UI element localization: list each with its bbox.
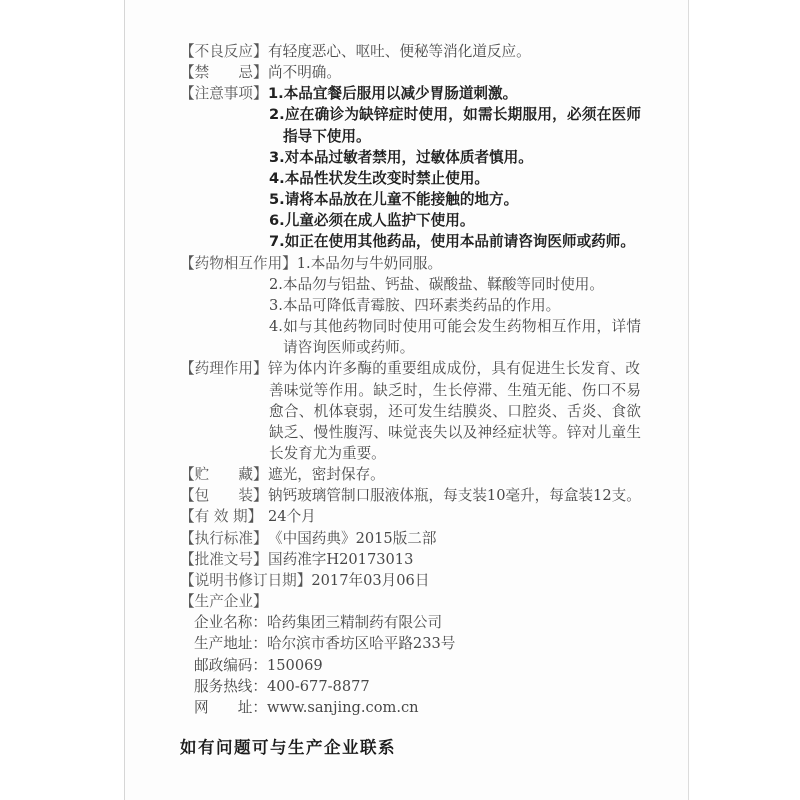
pharmacology-line-2: 善味觉等作用。缺乏时，生长停滞、生殖无能、伤口不易 [269,381,641,399]
precaution-item-4-row [0,168,800,189]
packaging-row [0,485,800,506]
pharmacology-line-5: 长发育尤为重要。 [269,444,386,462]
interaction-item-4: 4.如与其他药物同时使用可能会发生药物相互作用，详情 [269,318,641,336]
contraindications-label: 【禁 忌】 [180,64,268,82]
pharmacology-line-3-row [0,401,800,422]
manufacturer-label: 【生产企业】 [180,593,268,611]
shelf-life-text: 24个月 [268,508,316,526]
interactions-row [0,253,800,274]
manufacturer-field-website [0,697,800,718]
manufacturer-field-key: 服务热线： [194,677,267,695]
pharmacology-line-3: 愈合、机体衰弱，还可发生结膜炎、口腔炎、舌炎、食欲 [269,402,641,420]
pharmacology-line-4-row [0,422,800,443]
manufacturer-field-value: 150069 [266,656,323,674]
pharmacology-line-2-row [0,380,800,401]
manufacturer-field-address [0,633,800,654]
revision-date-label: 【说明书修订日期】 [180,571,312,589]
interaction-item-2: 2.本品勿与铝盐、钙盐、碳酸盐、鞣酸等同时使用。 [269,275,604,293]
manufacturer-row [0,591,800,612]
contact-manufacturer-note: 如有问题可与生产企业联系 [180,738,396,757]
approval-number-text: 国药准字H20173013 [268,550,414,568]
storage-row [0,464,800,485]
shelf-life-row [0,506,800,527]
precaution-item-6-row [0,210,800,231]
standard-text: 《中国药典》2015版二部 [268,529,437,547]
interaction-item-4-cont-row [0,337,800,358]
revision-date-text: 2017年03月06日 [311,571,430,589]
shelf-life-label: 【有 效 期】 [180,508,263,526]
approval-number-label: 【批准文号】 [180,550,268,568]
precaution-item-1: 1.本品宜餐后服用以减少胃肠道刺激。 [268,85,518,103]
precaution-item-4: 4.本品性状发生改变时禁止使用。 [269,169,490,187]
packaging-label: 【包 装】 [180,487,268,505]
manufacturer-field-name [0,612,800,633]
standard-row [0,528,800,549]
storage-label: 【贮 藏】 [180,466,268,484]
precaution-item-5-row [0,189,800,210]
approval-number-row [0,549,800,570]
interaction-item-4-row [0,316,800,337]
interaction-item-1: 1.本品勿与牛奶同服。 [296,254,443,272]
package-insert-body [0,41,800,718]
manufacturer-field-key: 生产地址： [194,635,267,653]
manufacturer-field-key: 邮政编码： [194,656,267,674]
contraindications-row [0,62,800,83]
packaging-text: 钠钙玻璃管制口服液体瓶，每支装10毫升，每盒装12支。 [268,487,641,505]
pharmacology-line-1: 锌为体内许多酶的重要组成成份，具有促进生长发育、改 [268,360,640,378]
precaution-item-2-cont-row [0,126,800,147]
manufacturer-field-value: 哈尔滨市香坊区哈平路233号 [266,635,456,653]
pharmacology-line-4: 缺乏、慢性腹泻、味觉丧失以及神经症状等。锌对儿童生 [269,423,641,441]
precautions-label: 【注意事项】 [180,85,268,103]
adverse-reactions-label: 【不良反应】 [180,43,268,60]
precautions-row [0,83,800,104]
precaution-item-3: 3.对本品过敏者禁用，过敏体质者慎用。 [269,148,533,166]
standard-label: 【执行标准】 [180,529,268,547]
revision-date-row [0,570,800,591]
manufacturer-field-value: 400-677-8877 [266,677,370,695]
manufacturer-field-postcode [0,655,800,676]
pharmacology-row [0,358,800,379]
interaction-item-3-row [0,295,800,316]
manufacturer-field-key: 企业名称： [194,614,267,632]
adverse-reactions-row [0,41,800,62]
contraindications-text: 尚不明确。 [268,64,341,82]
precaution-item-2: 2.应在确诊为缺锌症时使用，如需长期服用，必须在医师 [269,106,641,124]
precaution-item-7: 7.如正在使用其他药品，使用本品前请咨询医师或药师。 [269,233,635,251]
precaution-item-2-row [0,104,800,125]
interaction-item-4-cont: 请咨询医师或药师。 [283,339,415,357]
adverse-reactions-text: 有轻度恶心、呕吐、便秘等消化道反应。 [268,43,531,60]
manufacturer-field-hotline [0,676,800,697]
precaution-item-6: 6.儿童必须在成人监护下使用。 [269,212,475,230]
interactions-label: 【药物相互作用】 [180,254,297,272]
pharmacology-label: 【药理作用】 [180,360,268,378]
interaction-item-3: 3.本品可降低青霉胺、四环素类药品的作用。 [269,296,561,314]
interaction-item-2-row [0,274,800,295]
manufacturer-field-value: 哈药集团三精制药有限公司 [266,614,443,632]
precaution-item-2-cont: 指导下使用。 [283,127,371,145]
manufacturer-field-value: www.sanjing.com.cn [266,698,419,716]
precaution-item-3-row [0,147,800,168]
manufacturer-field-key: 网 址： [194,698,267,716]
storage-text: 遮光，密封保存。 [268,466,385,484]
pharmacology-line-5-row [0,443,800,464]
precaution-item-7-row [0,231,800,252]
precaution-item-5: 5.请将本品放在儿童不能接触的地方。 [269,191,519,209]
